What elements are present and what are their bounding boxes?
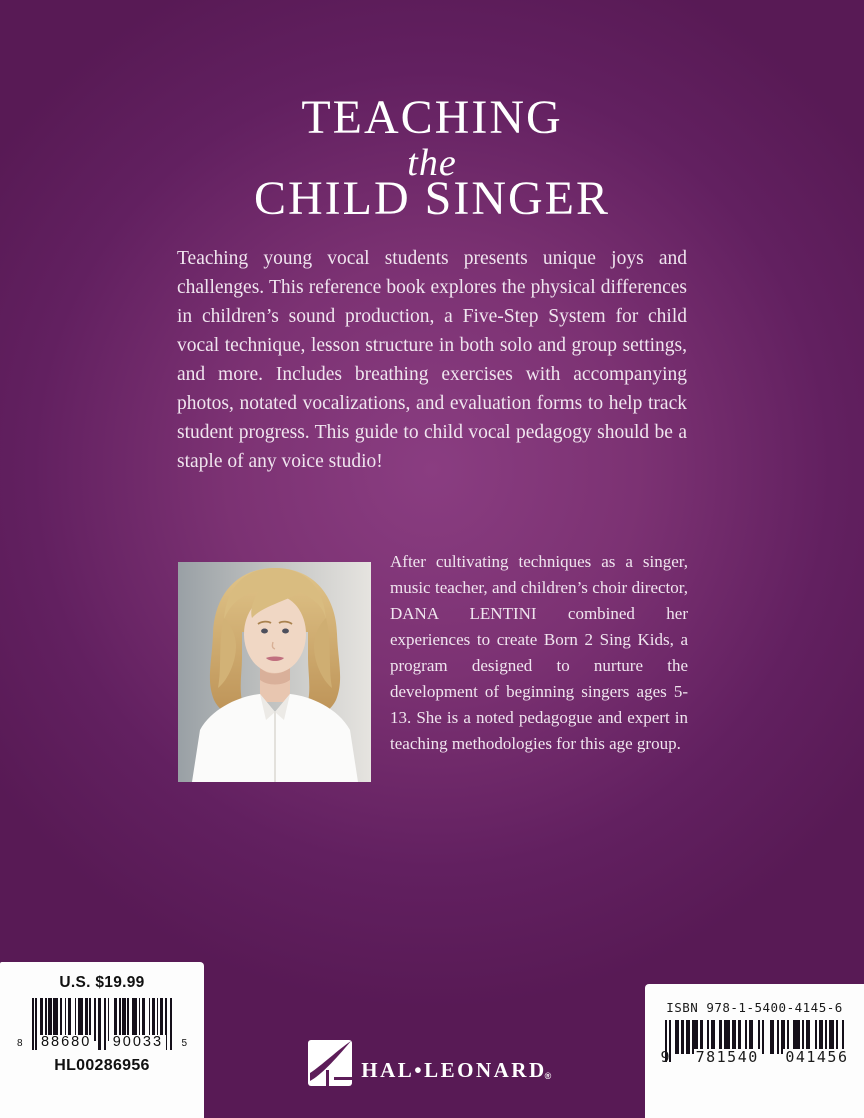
upc-group1: 88680 <box>38 1035 94 1050</box>
ean-group1: 781540 <box>695 1048 759 1066</box>
ean-lead-digit: 9 <box>660 1048 672 1066</box>
catalog-number: HL00286956 <box>54 1057 150 1074</box>
price-label: U.S. $19.99 <box>59 974 145 991</box>
ean-group2: 041456 <box>785 1048 849 1066</box>
hal-leonard-logo <box>0 1040 864 1086</box>
author-photo <box>178 562 371 782</box>
title-line-the: the <box>407 142 457 184</box>
upc-lead-digit: 8 <box>17 1038 23 1049</box>
registered-trademark: ® <box>544 1070 554 1081</box>
hal-leonard-wordmark: HAL•LEONARD® <box>361 1057 554 1082</box>
upc-end-digit: 5 <box>181 1038 187 1049</box>
isbn-label: ISBN 978-1-5400-4145-6 <box>666 1000 843 1015</box>
hal-leonard-logo-icon <box>308 1040 352 1086</box>
book-description: Teaching young vocal students presents unique joys and challenges. This reference book explores the physical differences in children’s sound production, a Five-Step System for child vocal technique, lesson structure in both solo and group settings, and more. Includes breathing exercises with accompanying photos, notated vocalizations, and evaluation forms to help track student progress. This guide to child vocal pedagogy should be a staple of any voice studio! <box>177 248 687 472</box>
title-line-teaching: TEACHING <box>301 91 563 144</box>
title-line-child-singer: CHILD SINGER <box>254 172 610 225</box>
upc-group2: 90033 <box>110 1035 166 1050</box>
author-bio: After cultivating techniques as a singer, music teacher, and children’s choir director, DANA LENTINI combined her experiences to create Born 2 Sing Kids, a program designed to nurture the development of beginning singers ages 5-13. She is a noted pedagogue and expert in teaching methodologies for this age group. <box>390 552 688 753</box>
book-title <box>0 91 864 225</box>
